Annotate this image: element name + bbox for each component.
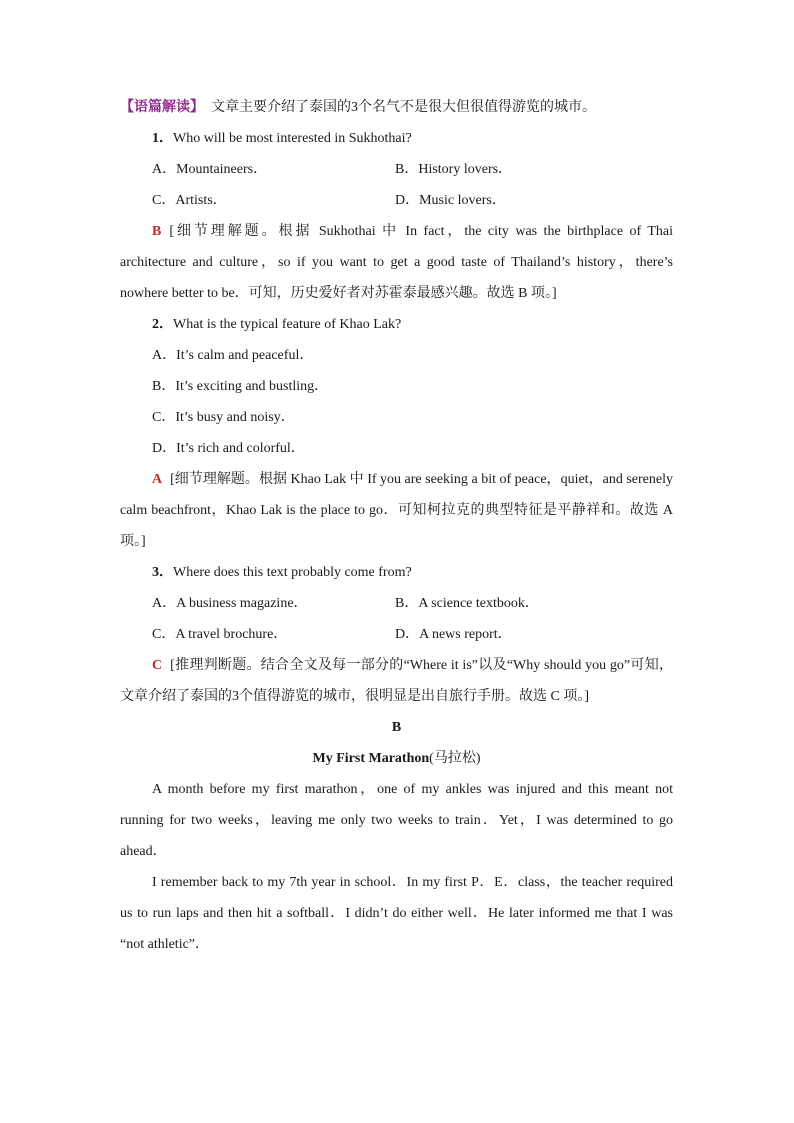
question-1	[120, 123, 673, 309]
question-stem	[120, 123, 673, 154]
answer-explanation	[120, 650, 673, 712]
option-c: C．Artists．	[152, 193, 227, 208]
story-title-cn: (马拉松)	[429, 751, 481, 766]
answer-text: [推理判断题。结合全文及每一部分的“Where it is”以及“Why should you go”可知，文章介绍了泰国的3个值得游览的城市，很明显是出自旅行手册。故选 C 项。]	[120, 658, 673, 704]
question-text: Who will be most interested in Sukhothai?	[173, 131, 412, 146]
question-stem	[120, 309, 673, 340]
option-row	[120, 433, 673, 464]
answer-letter: C	[152, 658, 163, 673]
question-text: What is the typical feature of Khao Lak?	[173, 317, 402, 332]
option-row	[120, 371, 673, 402]
document-page	[120, 92, 673, 960]
option-b: B．A science textbook．	[395, 596, 539, 611]
answer-explanation	[120, 464, 673, 557]
story-paragraph: A month before my first marathon，one of my ankles was injured and this meant not running for two weeks，leaving me only two weeks to train．Yet，I was determined to go ahead．	[120, 782, 673, 859]
question-number: 2．	[152, 317, 173, 332]
option-row	[120, 185, 673, 216]
option-row	[120, 619, 673, 650]
question-text: Where does this text probably come from?	[173, 565, 412, 580]
option-row	[120, 340, 673, 371]
option-row	[120, 402, 673, 433]
reading-summary-text: 文章主要介绍了泰国的3个名气不是很大但很值得游览的城市。	[197, 100, 596, 115]
option-a: A．A business magazine．	[152, 596, 308, 611]
section-label: B	[391, 720, 402, 735]
reading-summary	[120, 92, 673, 123]
question-number: 1．	[152, 131, 173, 146]
question-stem	[120, 557, 673, 588]
reading-summary-tag: 【语篇解读】	[120, 100, 197, 115]
answer-text: [细节理解题。根据 Sukhothai 中 In fact，the city was the birthplace of Thai architecture and culture，so if you want to get a good taste of Thailand’s history，there’s nowhere better to be．可知，历史爱好者对苏霍泰最感兴趣。故选 B 项。]	[120, 224, 673, 301]
answer-explanation	[120, 216, 673, 309]
question-2	[120, 309, 673, 557]
story-paragraph: I remember back to my 7th year in school．In my first P．E．class，the teacher required us to run laps and then hit a softball．I didn’t do either well．He later informed me that I was “not athletic”．	[120, 875, 673, 952]
story-title	[120, 743, 673, 774]
option-d: D．Music lovers．	[395, 193, 506, 208]
option-b: B．It’s exciting and bustling．	[152, 379, 329, 394]
option-row	[120, 588, 673, 619]
option-row	[120, 154, 673, 185]
answer-text: [细节理解题。根据 Khao Lak 中 If you are seeking a bit of peace，quiet，and serenely calm beachfront，Khao Lak is the place to go．可知柯拉克的典型特征是平静祥和。故选 A 项。]	[120, 472, 673, 549]
answer-letter: A	[152, 472, 163, 487]
option-d: D．It’s rich and colorful．	[152, 441, 305, 456]
story-title-en: My First Marathon	[312, 751, 430, 766]
option-a: A．It’s calm and peaceful．	[152, 348, 314, 363]
option-c: C．It’s busy and noisy．	[152, 410, 295, 425]
question-3	[120, 557, 673, 712]
option-b: B．History lovers．	[395, 162, 513, 177]
question-number: 3．	[152, 565, 173, 580]
answer-letter: B	[152, 224, 162, 239]
option-c: C．A travel brochure．	[152, 627, 288, 642]
option-d: D．A news report．	[395, 627, 512, 642]
option-a: A．Mountaineers．	[152, 162, 268, 177]
